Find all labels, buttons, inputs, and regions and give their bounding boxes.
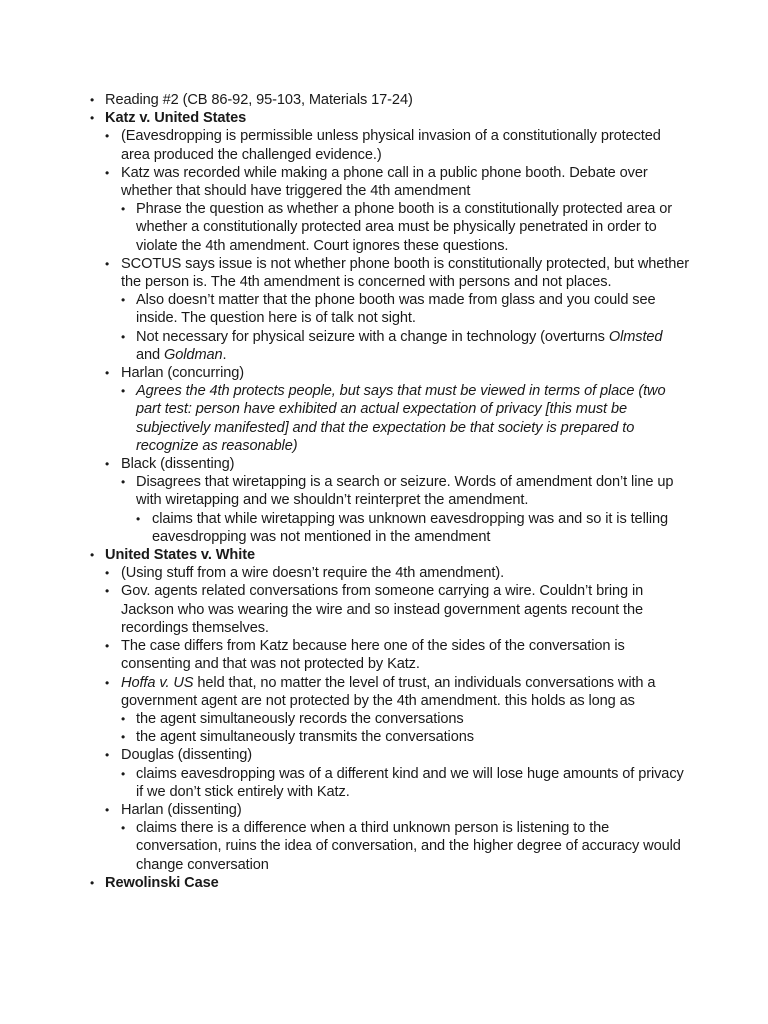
outline-list-item [0,801,768,819]
text-run: Douglas (dissenting) [121,747,253,764]
outline-list-item [0,200,768,255]
bullet-icon: • [121,202,126,217]
bullet-icon: • [121,475,126,490]
outline-item-text [105,875,219,891]
outline-list-item [0,819,768,874]
bullet-icon: • [105,748,110,763]
text-run: SCOTUS says issue is not whether phone booth is constitutionally protected, but whether the person is. The 4th amendment is concerned with persons and not places. [121,255,690,291]
outline-item-text [121,456,234,472]
text-run: Black (dissenting) [121,456,235,473]
outline-item-text [136,474,673,508]
outline-item-text [105,92,413,108]
text-run: (Using stuff from a wire doesn’t require the 4th amendment). [121,565,505,582]
outline-item-text [136,383,666,454]
text-run: claims there is a difference when a third unknown person is listening to the conversation, ruins the idea of conversation, and the higher degree of accuracy would change conversation [136,820,681,873]
outline-list-item [0,455,768,473]
text-run: Harlan (concurring) [121,365,245,382]
outline-list-item [0,127,768,163]
text-run: Katz v. United States [105,110,247,127]
text-run: Hoffa v. US [121,674,194,691]
bullet-icon: • [121,293,126,308]
bullet-icon: • [105,584,110,599]
outline-item-text [121,565,504,581]
bullet-icon: • [105,366,110,381]
bullet-icon: • [121,766,126,781]
outline-heading-item [0,546,768,564]
text-run: the agent simultaneously records the conversations [136,710,464,727]
outline-list-item [0,328,768,364]
outline-heading-item [0,874,768,892]
bullet-icon: • [105,675,110,690]
text-run: the agent simultaneously transmits the conversations [136,729,474,746]
text-run: Disagrees that wiretapping is a search or seizure. Words of amendment don’t line up with wiretapping and we shouldn’t reinterpret the amendment. [136,474,674,509]
outline-list-item [0,382,768,455]
outline-list-item [0,765,768,801]
outline-item-text [121,675,655,709]
text-run: Also doesn’t matter that the phone booth was made from glass and you could see inside. The question here is of talk not sight. [136,292,656,327]
bullet-icon: • [105,165,110,180]
outline-item-text [121,802,242,818]
text-run: Olmsted [608,328,663,345]
text-run: Harlan (dissenting) [121,801,242,818]
text-run: held that, no matter the level of trust, an individuals conversations with a government agent are not protected by the 4th amendment. this holds as long as [121,674,656,709]
text-run: United States v. White [105,547,255,564]
bullet-icon: • [121,711,126,726]
text-run: Gov. agents related conversations from someone carrying a wire. Couldn’t bring in Jackson who was wearing the wire and so instead government agents recount the recordings themselves. [121,583,644,636]
outline-list-item [0,364,768,382]
outline-item-text [105,547,255,563]
text-run: Katz was recorded while making a phone call in a public phone booth. Debate over whether that should have triggered the 4th amendment [121,164,648,200]
document-page [0,91,768,892]
outline-list-item [0,473,768,509]
bullet-icon: • [121,384,126,399]
bullet-icon: • [90,93,95,107]
outline-item-text [136,766,684,800]
text-run: The case differs from Katz because here one of the sides of the conversation is consenting and that was not protected by Katz. [121,638,625,673]
text-run: Not necessary for physical seizure with a change in technology (overturns [136,328,609,345]
bullet-icon: • [105,639,110,654]
text-run: Phrase the question as whether a phone booth is a constitutionally protected area or whether a constitutionally protected area must be physically penetrated in order to violate the 4th amendment. Court ignores these questions. [136,201,672,254]
outline-list-item [0,510,768,546]
outline-list-item [0,291,768,327]
outline-list-item [0,710,768,728]
outline-list-item [0,746,768,764]
outline-item-text [105,110,246,126]
text-run: (Eavesdropping is permissible unless physical invasion of a constitutionally protected area produced the challenged evidence.) [121,128,661,163]
outline-item-text [121,165,648,199]
outline-list-item [0,164,768,200]
text-run: claims eavesdropping was of a different kind and we will lose huge amounts of privacy if we don’t stick entirely with Katz. [136,765,684,800]
text-run: Goldman [164,346,223,363]
outline-item-text [121,256,689,290]
outline-list-item [0,582,768,637]
outline-item-text [136,329,662,363]
outline-list-item [0,728,768,746]
bullet-icon: • [121,730,126,745]
outline-item-text [136,820,681,872]
bullet-icon: • [136,511,141,526]
text-run: Reading #2 (CB 86-92, 95-103, Materials 17-24) [105,92,413,108]
outline-item-text [121,638,625,672]
outline-item-text [136,729,474,745]
outline-item-text [136,292,656,326]
text-run: . [222,346,227,363]
outline-list-item [0,637,768,673]
outline-heading-item [0,109,768,127]
bullet-icon: • [105,566,110,581]
bullet-icon: • [105,457,110,472]
outline-item-text [121,747,252,763]
bullet-icon: • [105,802,110,817]
bullet-icon: • [105,256,110,271]
outline-list-item [0,255,768,291]
text-run: claims that while wiretapping was unknown eavesdropping was and so it is telling eavesdropping was not mentioned in the amendment [152,510,669,545]
outline-item-text [136,711,464,727]
bullet-icon: • [90,548,95,563]
text-run: Agrees the 4th protects people, but says that must be viewed in terms of place (two part test: person have exhibited an actual expectation of privacy [this must be subjectively manifested] and that the expectation be that society is prepared to recognize as reasonable) [136,383,666,454]
outline-item-text [121,583,643,635]
bullet-icon: • [121,329,126,344]
outline-item-text [136,201,672,253]
outline-item-text [121,128,661,162]
outline-list-item [0,564,768,582]
bullet-icon: • [105,129,110,144]
bullet-icon: • [90,875,95,890]
bullet-icon: • [121,821,126,836]
outline-item-text [121,365,244,381]
outline-item-text [152,511,668,545]
bullet-icon: • [90,111,95,126]
text-run: and [136,346,165,363]
outline-list-item [0,674,768,710]
outline-heading-item [0,91,768,109]
text-run: Rewolinski Case [105,874,219,891]
